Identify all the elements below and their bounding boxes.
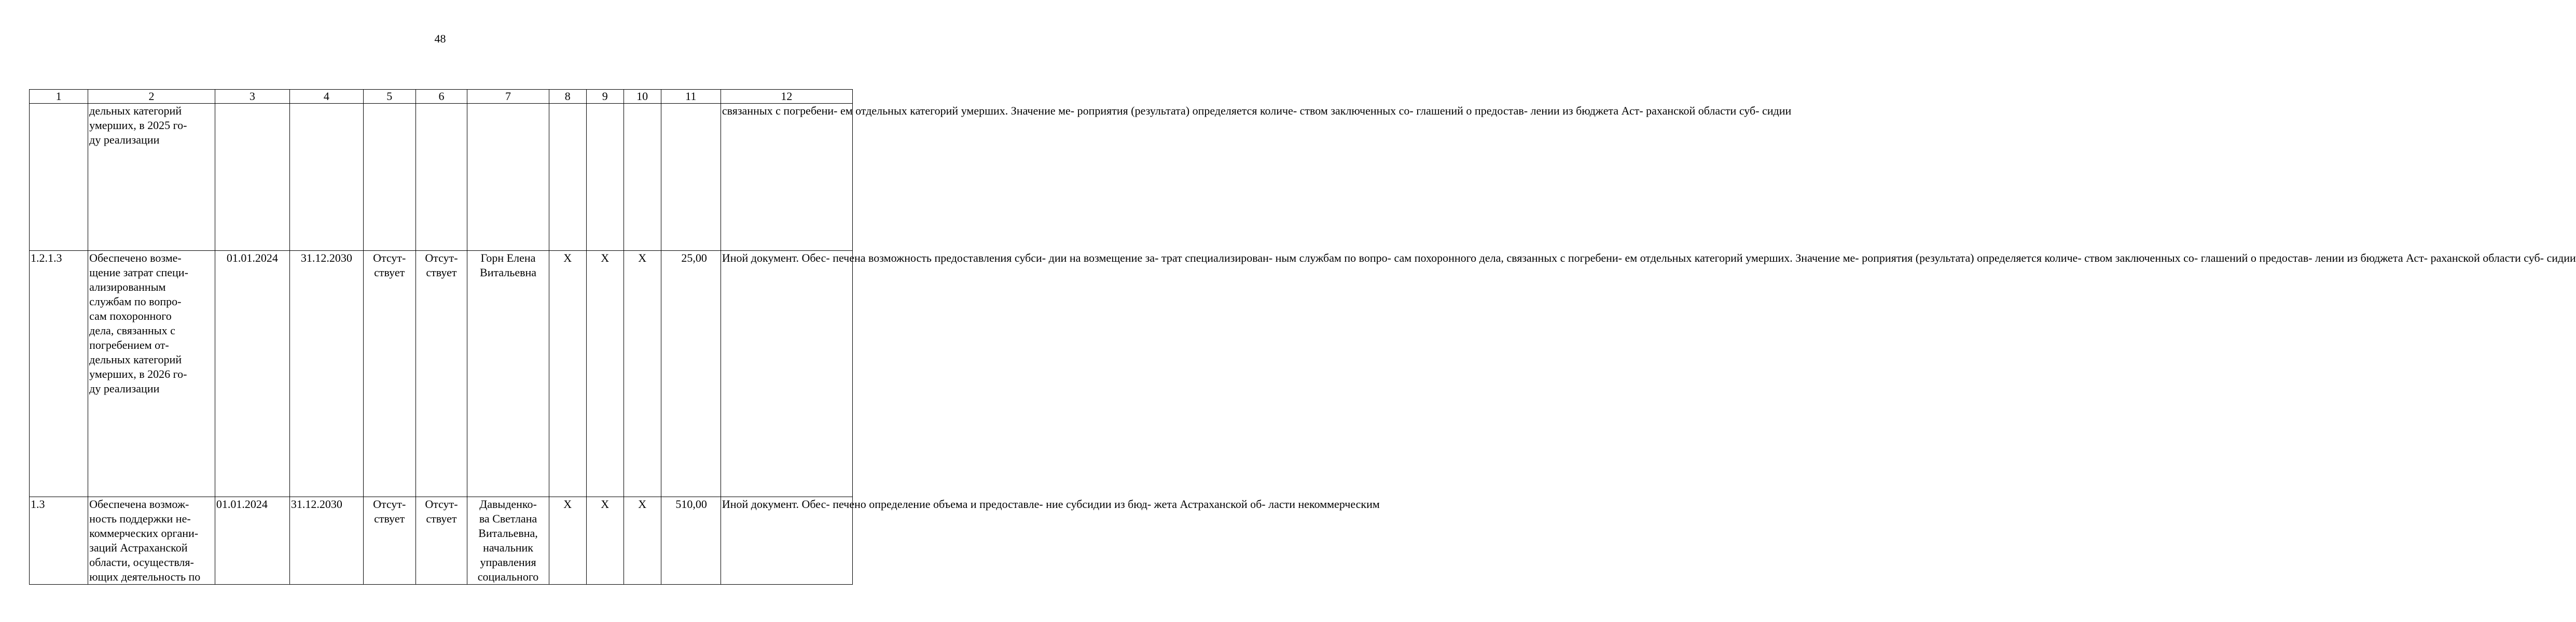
amount-cell: 25,00 [661,251,721,497]
column-6-cell: Отсут- ствует [416,497,467,585]
column-6-cell [416,104,467,251]
document-description-cell: связанных с погребени- ем отдельных категорий умерших. Значение ме- роприятия (результата) определяется количе- ством заключенных со- глашений о предостав- лении из бюджета Аст- раханской области суб- сидии [721,104,852,251]
column-9-cell: Х [586,251,624,497]
table-row [30,497,853,585]
event-name-cell: дельных категорий умерших, в 2025 го- ду реализации [88,104,215,251]
column-header: 4 [289,90,363,104]
end-date-cell: 31.12.2030 [289,251,363,497]
column-header: 1 [30,90,88,104]
column-header: 8 [549,90,586,104]
column-5-cell [363,104,416,251]
end-date-cell [289,104,363,251]
column-header: 7 [467,90,549,104]
column-10-cell: Х [624,497,661,585]
column-5-cell: Отсут- ствует [363,497,416,585]
document-description-cell: Иной документ. Обес- печено определение объема и предоставле- ние субсидии из бюд- жета Астраханской об- ласти некоммерческим [721,497,852,585]
column-header: 9 [586,90,624,104]
column-10-cell: Х [624,251,661,497]
column-8-cell: Х [549,497,586,585]
start-date-cell: 01.01.2024 [215,251,289,497]
column-6-cell: Отсут- ствует [416,251,467,497]
event-name-cell: Обеспечена возмож- ность поддержки не- коммерческих органи- заций Астраханской области, осуществля- ющих деятельность по [88,497,215,585]
amount-cell [661,104,721,251]
column-header: 5 [363,90,416,104]
start-date-cell: 01.01.2024 [215,497,289,585]
row-number-cell: 1.3 [30,497,88,585]
column-header: 12 [721,90,852,104]
column-header: 10 [624,90,661,104]
amount-cell: 510,00 [661,497,721,585]
column-10-cell [624,104,661,251]
start-date-cell [215,104,289,251]
table-row [30,251,853,497]
column-header: 3 [215,90,289,104]
column-8-cell [549,104,586,251]
table-row [30,104,853,251]
table-header-row [30,90,853,104]
responsible-person-cell: Давыденко- ва Светлана Витальевна, начальник управления социального [467,497,549,585]
column-9-cell [586,104,624,251]
responsible-person-cell [467,104,549,251]
document-description-cell: Иной документ. Обес- печена возможность предоставления субси- дии на возмещение за- трат специализирован- ным службам по вопро- сам похоронного дела, связанных с погребени- ем отдельных категорий умерших. Значение ме- роприятия (результата) определяется количе- ством заключенных со- глашений о предостав- лении из бюджета Аст- раханской области суб- сидии [721,251,852,497]
page-number: 48 [434,32,446,45]
column-5-cell: Отсут- ствует [363,251,416,497]
column-header: 6 [416,90,467,104]
row-number-cell: 1.2.1.3 [30,251,88,497]
column-8-cell: Х [549,251,586,497]
event-name-cell: Обеспечено возме- щение затрат специ- ализированным службам по вопро- сам похоронного дела, связанных с погребением от- дельных категорий умерших, в 2026 го- ду реализации [88,251,215,497]
end-date-cell: 31.12.2030 [289,497,363,585]
data-table [29,89,2576,585]
column-header: 2 [88,90,215,104]
column-header: 11 [661,90,721,104]
column-9-cell: Х [586,497,624,585]
row-number-cell [30,104,88,251]
responsible-person-cell: Горн Елена Витальевна [467,251,549,497]
